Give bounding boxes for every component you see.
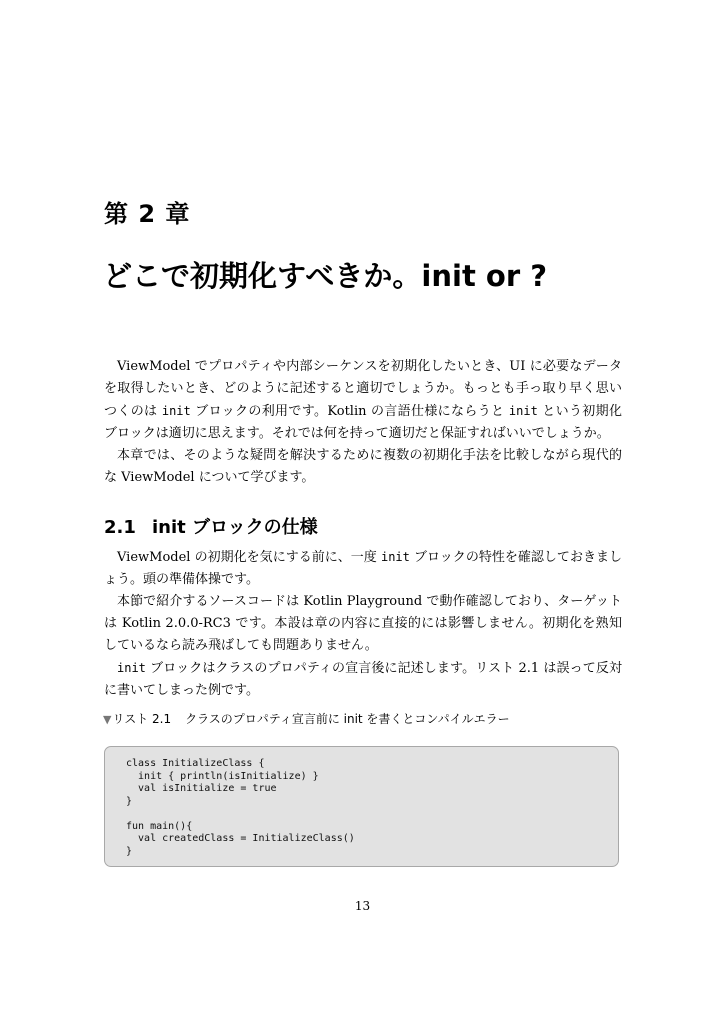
chapter-title: どこで初期化すべきか。init or ? — [103, 259, 548, 293]
section-text — [104, 546, 622, 702]
section-number: 2.1 — [104, 517, 136, 538]
code-listing: class InitializeClass { init { println(isInitialize) } val isInitialize = true } fun main(){ val createdClass = InitializeClass() } — [126, 758, 355, 857]
section-text-run: ブロックの特性を確認しておきましょう。頭の準備体操です。 — [104, 550, 622, 587]
section-paragraph-1 — [104, 546, 622, 591]
intro-text-run: ViewModel でプロパティや内部シーケンスを初期化したいとき、UI に必要なデータを取得したいとき、どのように記述すると適切でしょうか。もっとも手っ取り早く思いつくのは — [104, 359, 622, 419]
inline-code-init: init — [117, 661, 146, 675]
inline-code-init: init — [380, 550, 410, 564]
intro-text-run: という初期化ブロックは適切に思えます。それでは何を持って適切だと保証すればいいでしょうか。 — [104, 404, 622, 441]
inline-code-init: init — [161, 404, 191, 418]
intro-paragraph-1 — [104, 356, 622, 445]
section-text-run: ブロックはクラスのプロパティの宣言後に記述します。リスト 2.1 は誤って反対に書いてしまった例です。 — [104, 661, 622, 698]
section-title: init ブロックの仕様 — [152, 517, 318, 538]
code-listing-box — [104, 746, 619, 867]
page-number: 13 — [354, 899, 371, 913]
section-text-run: ViewModel の初期化を気にする前に、一度 — [117, 550, 381, 565]
intro-text-run: ブロックの利用です。Kotlin の言語仕様にならうと — [190, 404, 509, 419]
section-paragraph-2: 本節で紹介するソースコードは Kotlin Playground で動作確認しており、ターゲットは Kotlin 2.0.0-RC3 です。本設は章の内容に直接的には影響しません。初期化を熟知しているなら読み飛ばしても問題ありません。 — [104, 594, 622, 653]
intro-paragraph-2: 本章では、そのような疑問を解決するために複数の初期化手法を比較しながら現代的な ViewModel について学びます。 — [104, 448, 622, 485]
chapter-label: 第 2 章 — [104, 200, 191, 228]
listing-label: リスト 2.1 — [112, 712, 172, 726]
triangle-marker-icon: ▼ — [103, 713, 112, 726]
section-paragraph-3 — [104, 657, 622, 702]
listing-caption — [103, 710, 510, 727]
section-heading — [104, 513, 318, 539]
listing-caption-text: クラスのプロパティ宣言前に init を書くとコンパイルエラー — [185, 712, 510, 726]
inline-code-init: init — [508, 404, 538, 418]
intro-text — [104, 356, 622, 489]
